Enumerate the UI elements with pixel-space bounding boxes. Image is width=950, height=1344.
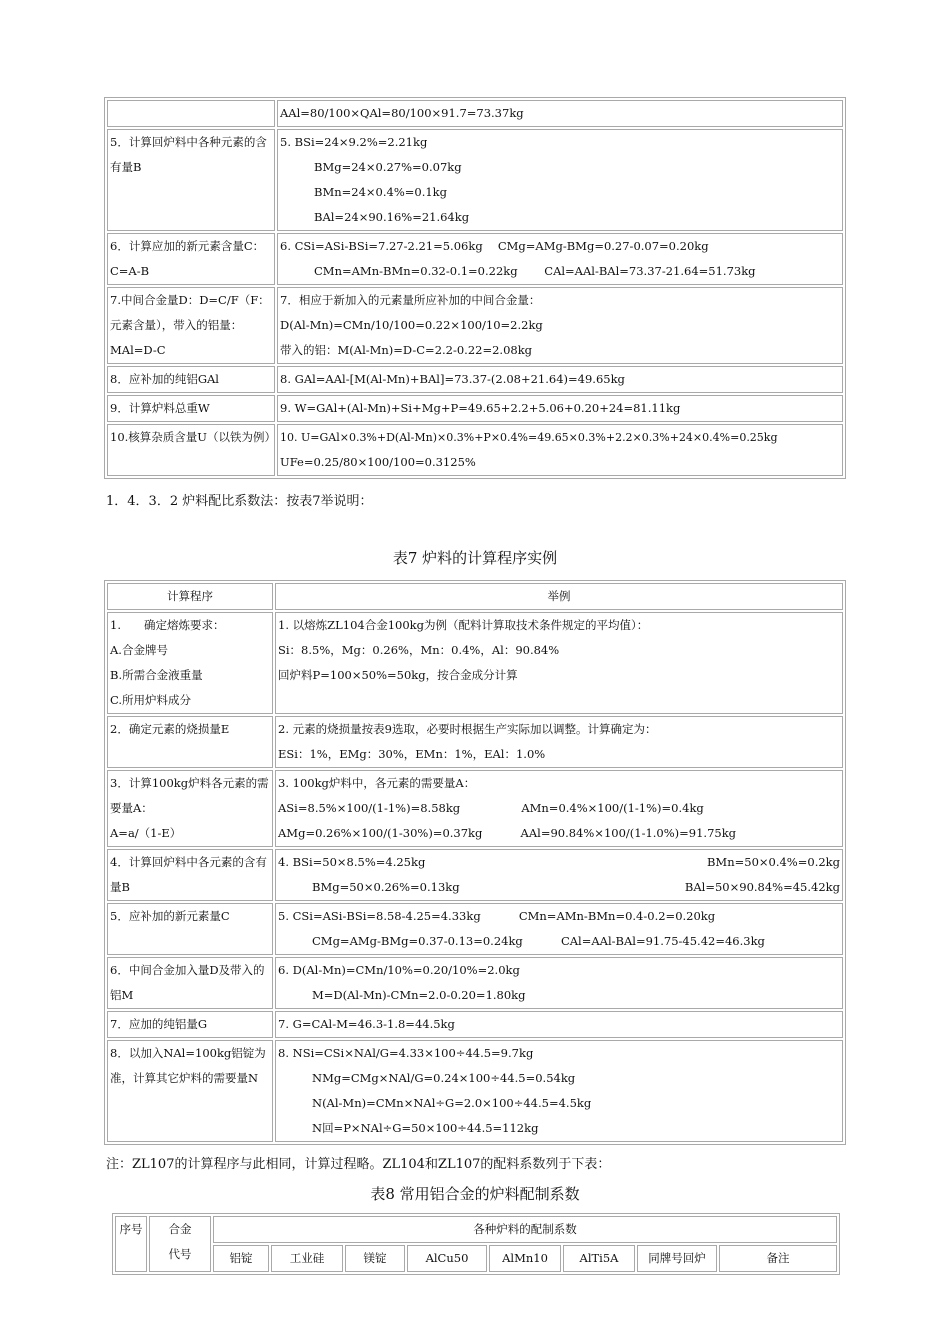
table-row: [107, 366, 843, 393]
table-row: [107, 129, 843, 231]
table-row: [107, 424, 843, 476]
table-header-row: [115, 1216, 837, 1243]
formula-line: 7．相应于新加入的元素量所应补加的中间合金量：: [280, 293, 541, 307]
table-cell: [277, 366, 843, 393]
table-caption: 表7 炉料的计算程序实例: [392, 549, 558, 567]
table-row: [107, 849, 843, 901]
column-header: 同牌号回炉: [637, 1245, 717, 1272]
formula-line: [278, 850, 840, 875]
table-row: [107, 612, 843, 714]
step-line: B.所需合金液重量: [110, 668, 203, 682]
column-header: AlCu50: [407, 1245, 487, 1272]
example-cell: [275, 716, 843, 768]
section-heading: 1．4．3．2 炉料配比系数法：按表7举说明：: [106, 494, 373, 509]
column-header: 镁锭: [345, 1245, 405, 1272]
formula-line: [278, 875, 840, 900]
table-cell: [277, 233, 843, 285]
step-cell: 7．应加的纯铝量G: [107, 1011, 273, 1038]
step-cell: 6．计算应加的新元素含量C：C=A-B: [107, 233, 275, 285]
formula-line: D(Al-Mn)=CMn/10/100=0.22×100/10=2.2kg: [280, 318, 543, 332]
table-7: [104, 580, 846, 1145]
formula-line: N回=P×NAl÷G=50×100÷44.5=112kg: [312, 1121, 539, 1135]
formula-part: 4. BSi=50×8.5%=4.25kg: [278, 855, 426, 869]
table-cell: [277, 129, 843, 231]
table-cell: [277, 395, 843, 422]
table-row: [107, 233, 843, 285]
column-header: 计算程序: [107, 583, 273, 610]
table-cell: [107, 100, 275, 127]
step-cell: 8．以加入NAl=100kg铝锭为准，计算其它炉料的需要量N: [107, 1040, 273, 1142]
formula-line: 6. CSi=ASi-BSi=7.27-2.21=5.06kg CMg=AMg-BMg=0.27-0.07=0.20kg: [280, 239, 709, 253]
formula-line: N(Al-Mn)=CMn×NAl÷G=2.0×100÷44.5=4.5kg: [312, 1096, 592, 1110]
step-cell: 6．中间合金加入量D及带入的铝M: [107, 957, 273, 1009]
table-cell: [277, 100, 843, 127]
example-cell: [275, 903, 843, 955]
column-header-code: [149, 1216, 211, 1272]
table-row: [107, 1011, 843, 1038]
table-row: [107, 770, 843, 847]
formula-line: M=D(Al-Mn)-CMn=2.0-0.20=1.80kg: [312, 988, 526, 1002]
example-cell: [275, 1040, 843, 1142]
step-line: A.合金牌号: [110, 643, 168, 657]
step-cell: 5．计算回炉料中各种元素的含有量B: [107, 129, 275, 231]
step-line: A=a/（1-E）: [110, 826, 182, 840]
formula-line: AMg=0.26%×100/(1-30%)=0.37kg AAl=90.84%×100/(1-1.0%)=91.75kg: [278, 826, 737, 840]
column-header-no: 序号: [115, 1216, 147, 1272]
column-header: 举例: [275, 583, 843, 610]
calc-table-continued: [104, 97, 846, 479]
column-header: AlMn10: [489, 1245, 561, 1272]
formula-line: BAl=24×90.16%=21.64kg: [314, 210, 470, 224]
formula-line: 10. U=GAl×0.3%+D(Al-Mn)×0.3%+P×0.4%=49.65×0.3%+2.2×0.3%+24×0.4%=0.25kg: [280, 431, 778, 444]
step-cell: 8．应补加的纯铝GAl: [107, 366, 275, 393]
formula-line: CMn=AMn-BMn=0.32-0.1=0.22kg CAl=AAl-BAl=73.37-21.64=51.73kg: [314, 264, 756, 278]
step-cell: 7.中间合金量D：D=C/F（F：元素含量），带入的铝量：MAl=D-C: [107, 287, 275, 364]
column-header: 备注: [719, 1245, 837, 1272]
example-cell: [275, 957, 843, 1009]
step-cell: 5．应补加的新元素量C: [107, 903, 273, 955]
formula-line: Si：8.5%，Mg：0.26%，Mn：0.4%，Al：90.84%: [278, 643, 560, 657]
column-header: 铝锭: [213, 1245, 269, 1272]
formula-line: 8. NSi=CSi×NAl/G=4.33×100÷44.5=9.7kg: [278, 1046, 534, 1060]
column-header: 工业硅: [271, 1245, 343, 1272]
formula-line: 带入的铝：M(Al-Mn)=D-C=2.2-0.22=2.08kg: [280, 343, 533, 357]
example-cell: [275, 1011, 843, 1038]
table-subheader-row: [115, 1245, 837, 1272]
column-header-line: 合金: [168, 1222, 192, 1236]
example-cell: [275, 849, 843, 901]
table-cell: [277, 287, 843, 364]
step-line: C.所用炉料成分: [110, 693, 192, 707]
group-header: 各种炉料的配制系数: [213, 1216, 837, 1243]
column-header-line: 代号: [168, 1247, 192, 1261]
step-cell: 2．确定元素的烧损量E: [107, 716, 273, 768]
step-line: 1. 确定熔炼要求：: [110, 618, 225, 632]
formula-line: 1. 以熔炼ZL104合金100kg为例（配料计算取技术条件规定的平均值）：: [278, 618, 649, 632]
step-cell: [107, 612, 273, 714]
table-cell: [277, 424, 843, 476]
table-row: [107, 100, 843, 127]
table-note: 注：ZL107的计算程序与此相同，计算过程略。ZL104和ZL107的配料系数列于下表：: [106, 1157, 611, 1172]
formula-part: BMg=50×0.26%=0.13kg: [312, 880, 460, 894]
formula-line: 5. BSi=24×9.2%=2.21kg: [280, 135, 428, 149]
formula-line: BMn=24×0.4%=0.1kg: [314, 185, 448, 199]
formula-line: ESi：1%，EMg：30%，EMn：1%，EAl：1.0%: [278, 747, 546, 761]
table-row: [107, 903, 843, 955]
formula-line: ASi=8.5%×100/(1-1%)=8.58kg AMn=0.4%×100/(1-1%)=0.4kg: [278, 801, 704, 815]
table-row: [107, 957, 843, 1009]
table-row: [107, 395, 843, 422]
table-row: [107, 716, 843, 768]
example-cell: [275, 612, 843, 714]
formula-part: BAl=50×90.84%=45.42kg: [684, 880, 840, 894]
column-header: AlTi5A: [563, 1245, 635, 1272]
table-header-row: [107, 583, 843, 610]
formula-line: 9. W=GAl+(Al-Mn)+Si+Mg+P=49.65+2.2+5.06+0.20+24=81.11kg: [280, 401, 681, 415]
formula-line: NMg=CMg×NAl/G=0.24×100÷44.5=0.54kg: [312, 1071, 576, 1085]
formula-line: 回炉料P=100×50%=50kg，按合金成分计算: [278, 668, 518, 682]
example-cell: [275, 770, 843, 847]
formula-line: 5. CSi=ASi-BSi=8.58-4.25=4.33kg CMn=AMn-BMn=0.4-0.2=0.20kg: [278, 909, 716, 923]
step-cell: 4．计算回炉料中各元素的含有量B: [107, 849, 273, 901]
formula-part: BMn=50×0.4%=0.2kg: [706, 855, 840, 869]
formula-line: 2. 元素的烧损量按表9选取，必要时根据生产实际加以调整。计算确定为：: [278, 722, 657, 736]
formula-line: 6. D(Al-Mn)=CMn/10%=0.20/10%=2.0kg: [278, 963, 520, 977]
formula-line: CMg=AMg-BMg=0.37-0.13=0.24kg CAl=AAl-BAl=91.75-45.42=46.3kg: [312, 934, 765, 948]
table-8: [112, 1213, 840, 1275]
formula-line: BMg=24×0.27%=0.07kg: [314, 160, 462, 174]
formula-line: 3. 100kg炉料中，各元素的需要量A：: [278, 776, 476, 790]
table-row: [107, 287, 843, 364]
formula-line: 8. GAl=AAl-[M(Al-Mn)+BAl]=73.37-(2.08+21.64)=49.65kg: [280, 372, 625, 386]
step-cell: [107, 770, 273, 847]
formula-line: AAl=80/100×QAl=80/100×91.7=73.37kg: [280, 106, 524, 120]
step-line: 3．计算100kg炉料各元素的需要量A：: [110, 776, 269, 815]
formula-line: UFe=0.25/80×100/100=0.3125%: [280, 455, 476, 469]
step-cell: 9．计算炉料总重W: [107, 395, 275, 422]
formula-line: 7. G=CAl-M=46.3-1.8=44.5kg: [278, 1017, 455, 1031]
step-cell: 10.核算杂质含量U（以铁为例）: [107, 424, 275, 476]
table-caption: 表8 常用铝合金的炉料配制系数: [370, 1185, 580, 1203]
table-row: [107, 1040, 843, 1142]
